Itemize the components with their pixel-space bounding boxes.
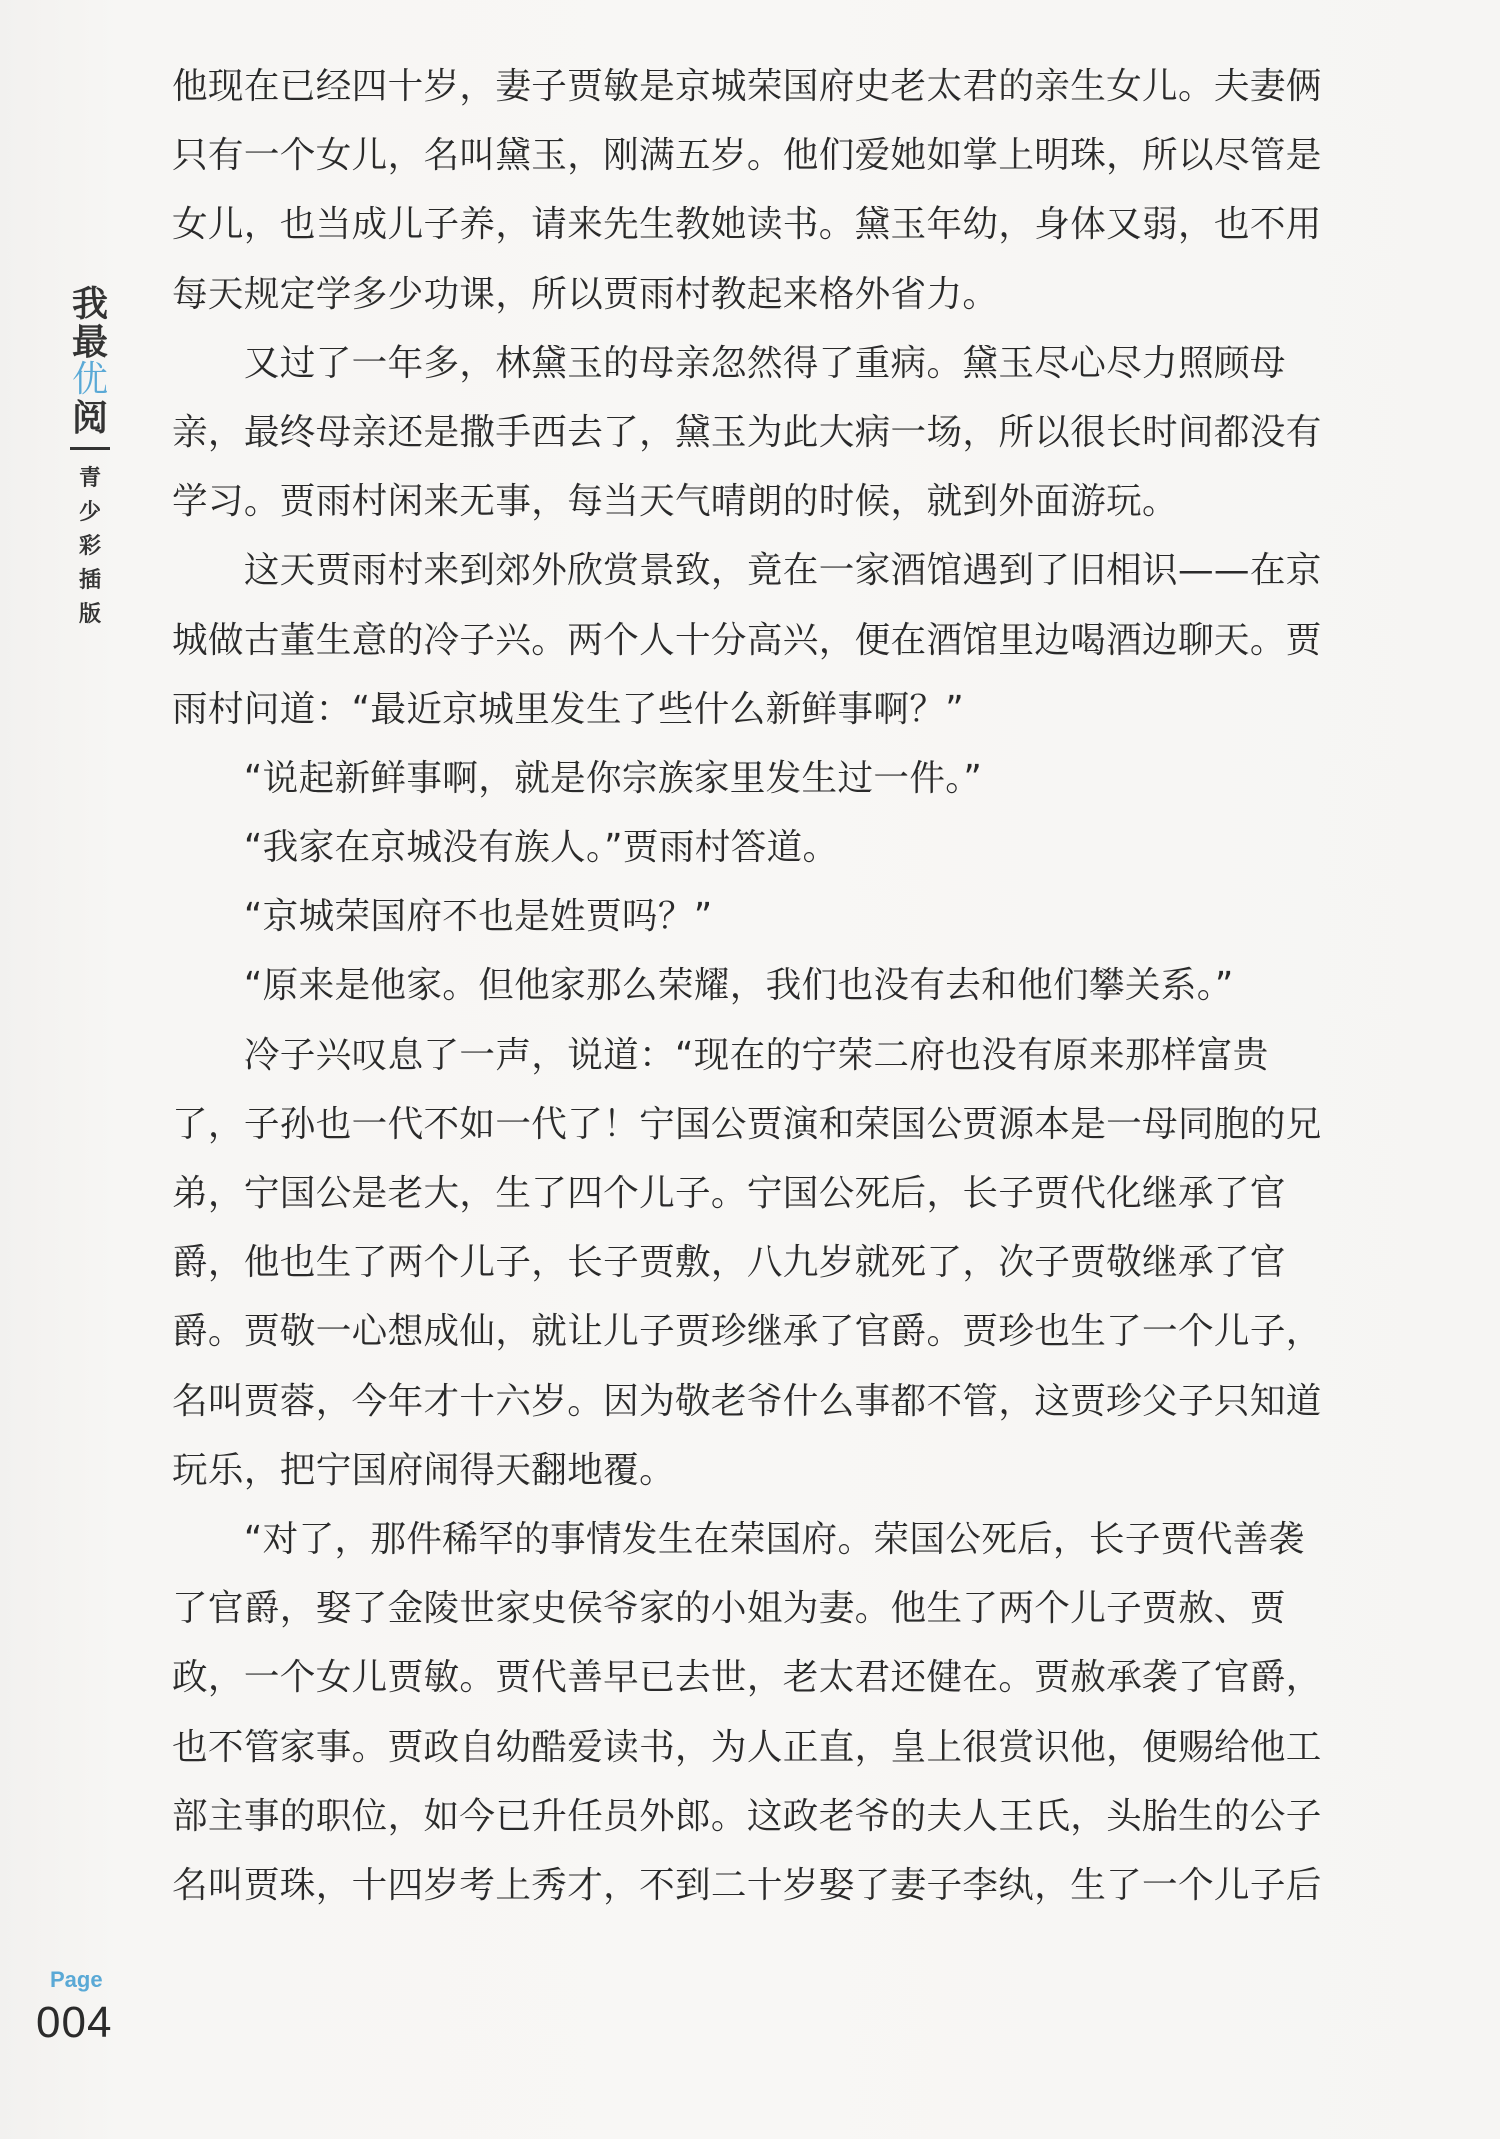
text-line: “京城荣国府不也是姓贾吗？”: [172, 896, 713, 938]
series-title-char-accent: 优: [71, 359, 108, 400]
text-line: 又过了一年多，林黛玉的母亲忽然得了重病。黛玉尽心尽力照顾母: [172, 342, 1286, 384]
series-title-char: 阅: [71, 397, 108, 439]
text-line: 名叫贾珠，十四岁考上秀才，不到二十岁娶了妻子李纨，生了一个儿子后: [172, 1864, 1322, 1906]
text-line: 部主事的职位，如今已升任员外郎。这政老爷的夫人王氏，头胎生的公子: [172, 1795, 1322, 1837]
page-label: Page: [50, 1967, 103, 1992]
series-title-vertical: [66, 285, 114, 632]
text-line: 政，一个女儿贾敏。贾代善早已去世，老太君还健在。贾赦承袭了官爵，: [172, 1657, 1322, 1699]
text-line: 爵。贾敬一心想成仙，就让儿子贾珍继承了官爵。贾珍也生了一个儿子，: [172, 1311, 1322, 1353]
text-line: “原来是他家。但他家那么荣耀，我们也没有去和他们攀关系。”: [172, 965, 1234, 1007]
text-line: 冷子兴叹息了一声，说道：“现在的宁荣二府也没有原来那样富贵: [172, 1034, 1269, 1076]
text-line: 他现在已经四十岁，妻子贾敏是京城荣国府史老太君的亲生女儿。夫妻俩: [172, 66, 1322, 107]
text-line: “说起新鲜事啊，就是你宗族家里发生过一件。”: [172, 757, 983, 799]
text-line: 名叫贾蓉，今年才十六岁。因为敬老爷什么事都不管，这贾珍父子只知道: [172, 1380, 1322, 1422]
series-subtitle-char: 插: [78, 568, 101, 593]
text-line: 弟，宁国公是老大，生了四个儿子。宁国公死后，长子贾代化继承了官: [172, 1173, 1286, 1214]
body-text: [172, 52, 1442, 1920]
text-line: 了官爵，娶了金陵世家史侯爷家的小姐为妻。他生了两个儿子贾赦、贾: [172, 1588, 1286, 1630]
page-number: 004: [36, 1998, 113, 2047]
text-line: 只有一个女儿，名叫黛玉，刚满五岁。他们爱她如掌上明珠，所以尽管是: [172, 135, 1322, 177]
text-line: 爵，他也生了两个儿子，长子贾敷，八九岁就死了，次子贾敬继承了官: [172, 1242, 1286, 1284]
series-subtitle-char: 青: [78, 466, 101, 491]
text-line: 亲，最终母亲还是撒手西去了，黛玉为此大病一场，所以很长时间都没有: [172, 411, 1322, 453]
series-title-char: 最: [71, 321, 108, 363]
text-line: “对了，那件稀罕的事情发生在荣国府。荣国公死后，长子贾代善袭: [172, 1518, 1305, 1560]
series-subtitle-char: 版: [78, 602, 101, 627]
text-line: 玩乐，把宁国府闹得天翻地覆。: [172, 1449, 675, 1491]
text-line: 雨村问道：“最近京城里发生了些什么新鲜事啊？”: [172, 688, 965, 730]
series-subtitle-char: 彩: [78, 534, 101, 559]
text-line: “我家在京城没有族人。”贾雨村答道。: [172, 827, 839, 869]
text-line: 女儿，也当成儿子养，请来先生教她读书。黛玉年幼，身体又弱，也不用: [172, 204, 1322, 246]
series-title-char: 我: [71, 283, 108, 325]
text-line: 城做古董生意的冷子兴。两个人十分高兴，便在酒馆里边喝酒边聊天。贾: [172, 619, 1322, 661]
text-line: 每天规定学多少功课，所以贾雨村教起来格外省力。: [172, 273, 999, 315]
text-line: 也不管家事。贾政自幼酷爱读书，为人正直，皇上很赏识他，便赐给他工: [172, 1726, 1322, 1768]
series-subtitle-char: 少: [78, 500, 101, 525]
series-title-divider: [70, 447, 110, 450]
text-line: 了，子孙也一代不如一代了！宁国公贾演和荣国公贾源本是一母同胞的兄: [172, 1103, 1322, 1145]
text-line: 学习。贾雨村闲来无事，每当天气晴朗的时候，就到外面游玩。: [172, 481, 1178, 523]
text-line: 这天贾雨村来到郊外欣赏景致，竟在一家酒馆遇到了旧相识——在京: [172, 550, 1322, 592]
